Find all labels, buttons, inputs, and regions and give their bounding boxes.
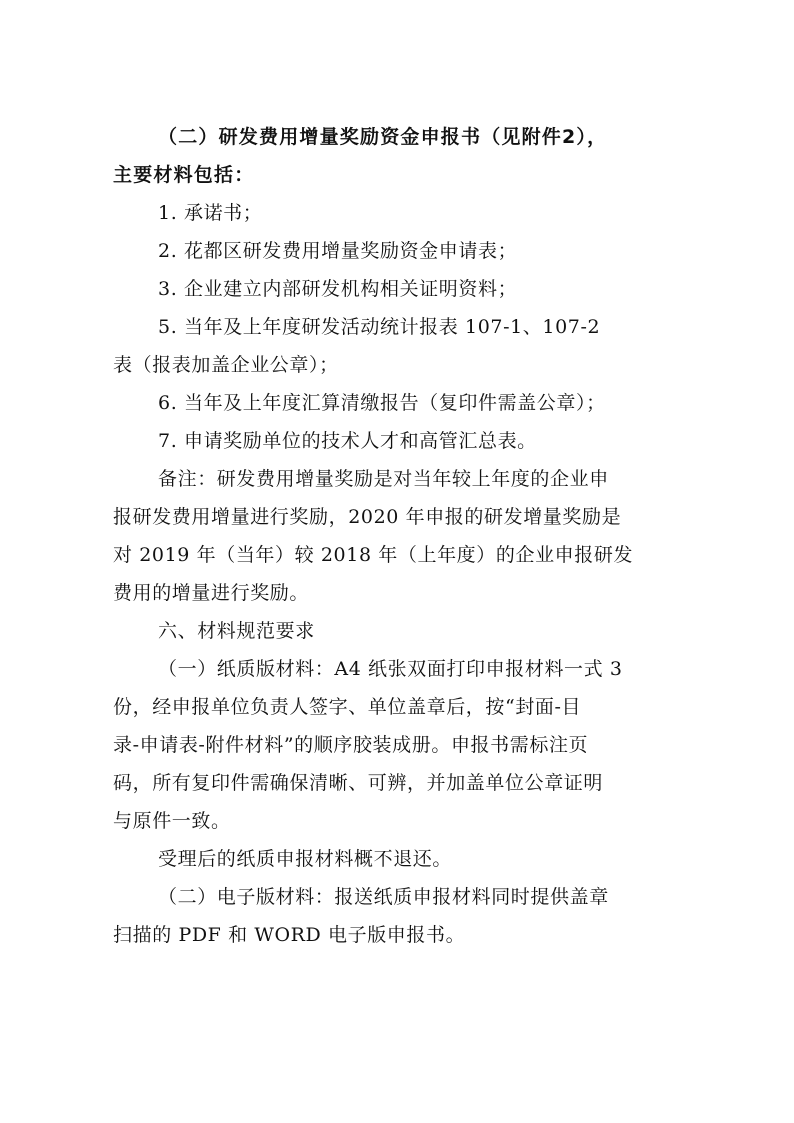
- electronic-materials-line: 扫描的 PDF 和 WORD 电子版申报书。: [113, 924, 466, 946]
- list-item: 3. 企业建立内部研发机构相关证明资料；: [158, 278, 518, 300]
- list-item: 2. 花都区研发费用增量奖励资金申请表；: [158, 240, 518, 262]
- not-returned-note: 受理后的纸质申报材料概不退还。: [158, 848, 453, 870]
- list-item: 6. 当年及上年度汇算清缴报告（复印件需盖公章）；: [158, 392, 606, 414]
- paper-materials-line: （一）纸质版材料：A4 纸张双面打印申报材料一式 3: [158, 658, 623, 680]
- list-item: 5. 当年及上年度研发活动统计报表 107-1、107-2: [158, 316, 601, 338]
- list-item: 7. 申请奖励单位的技术人才和高管汇总表。: [158, 430, 537, 452]
- section-title-line2: 主要材料包括：: [113, 164, 255, 186]
- list-item-continuation: 表（报表加盖企业公章）；: [113, 354, 339, 376]
- section-six-title: 六、材料规范要求: [158, 620, 315, 642]
- paper-materials-line: 份，经申报单位负责人签字、单位盖章后，按“封面-目: [113, 696, 582, 718]
- paper-materials-line: 码，所有复印件需确保清晰、可辨，并加盖单位公章证明: [113, 772, 604, 794]
- note-line: 对 2019 年（当年）较 2018 年（上年度）的企业申报研发: [113, 544, 634, 566]
- paper-materials-line: 录-申请表-附件材料”的顺序胶装成册。申报书需标注页: [113, 734, 589, 756]
- list-item: 1. 承诺书；: [158, 202, 263, 224]
- note-line: 报研发费用增量进行奖励，2020 年申报的研发增量奖励是: [113, 506, 622, 528]
- section-title-line1: （二）研发费用增量奖励资金申报书（见附件2），: [158, 126, 608, 148]
- note-line: 备注：研发费用增量奖励是对当年较上年度的企业申: [158, 468, 609, 490]
- electronic-materials-line: （二）电子版材料：报送纸质申报材料同时提供盖章: [158, 886, 609, 908]
- paper-materials-line: 与原件一致。: [113, 810, 231, 832]
- note-line: 费用的增量进行奖励。: [113, 582, 310, 604]
